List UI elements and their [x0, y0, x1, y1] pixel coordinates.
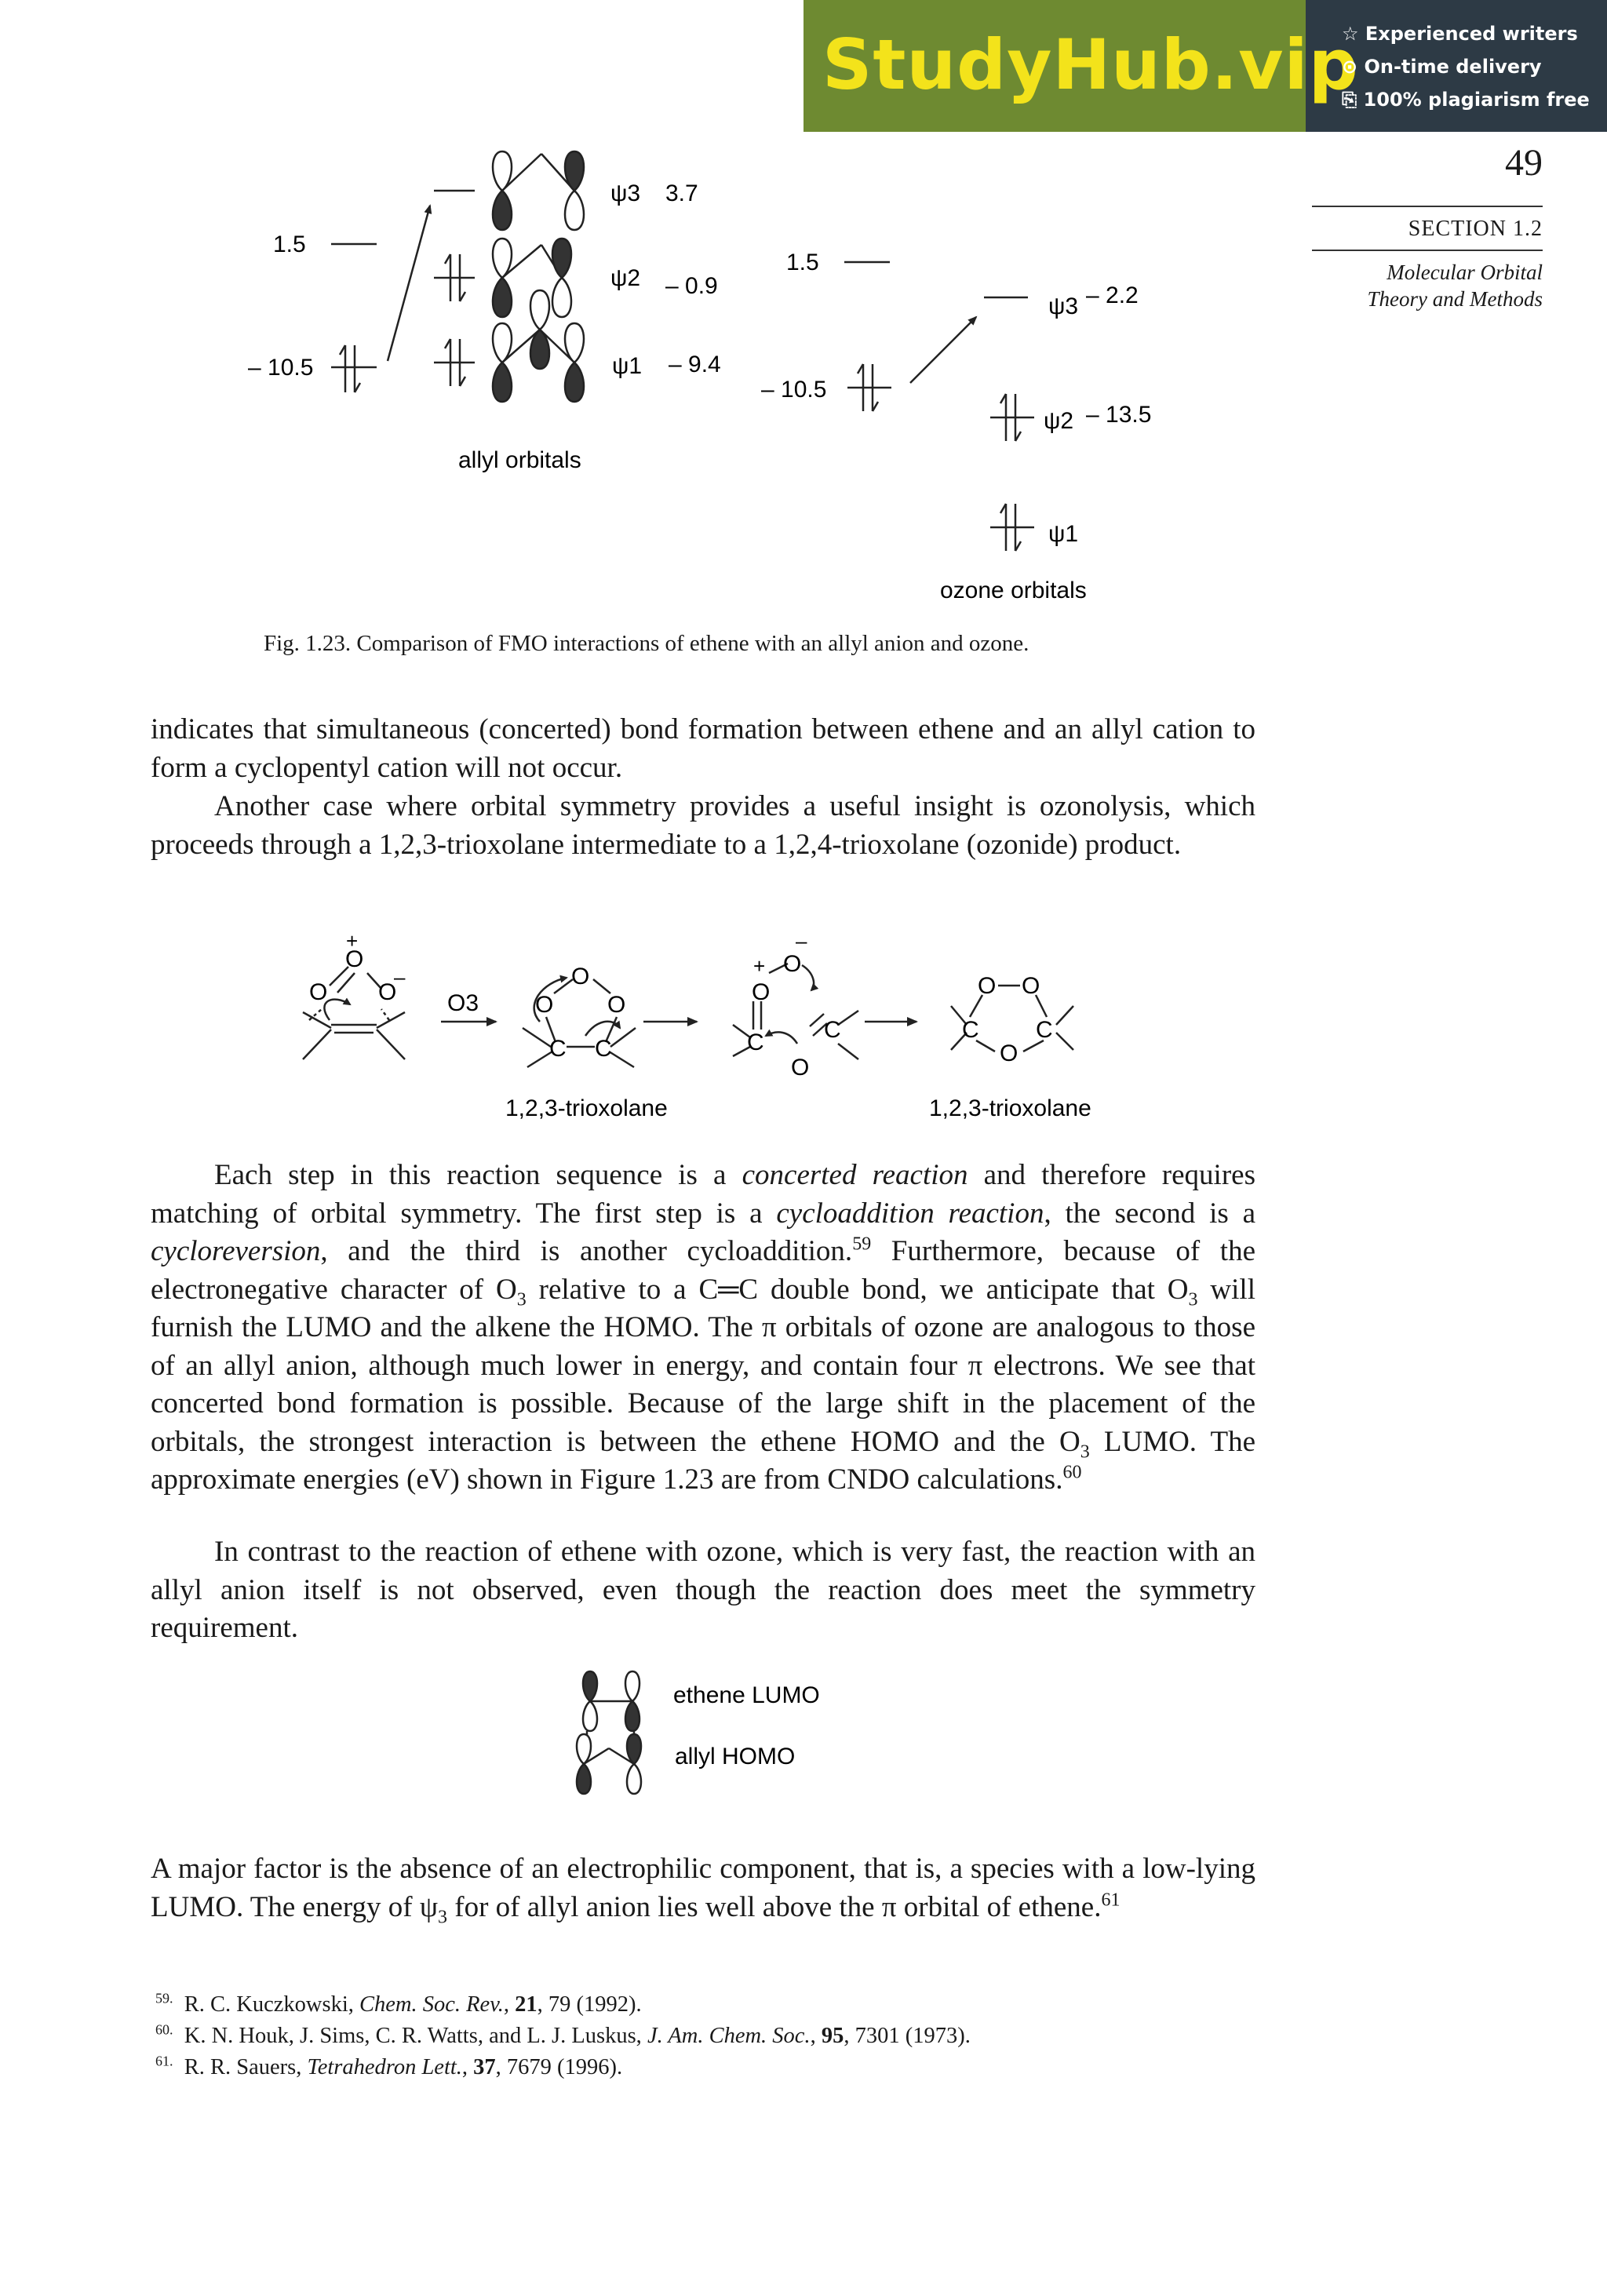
atom-O: O [607, 992, 626, 1018]
header-rule-top [1312, 206, 1543, 207]
term-concerted-reaction: concerted reaction [742, 1159, 968, 1191]
paragraph-1: indicates that simultaneous (concerted) bond formation between ethene and an allyl cation to form a cyclopentyl cation will not occur. [151, 713, 1255, 784]
charge-plus: + [753, 954, 766, 978]
atom-O: O [1022, 973, 1040, 999]
allyl-psi2-energy: – 0.9 [665, 273, 718, 299]
atom-C: C [824, 1017, 841, 1043]
ref-61[interactable]: 61 [1101, 1890, 1121, 1911]
atom-O: O [978, 973, 997, 999]
ethene-lumo-orbital [583, 1671, 640, 1731]
feature-on-time-delivery: ⊙ On-time delivery [1342, 56, 1542, 78]
reagent-ozone: O3 [447, 990, 479, 1016]
feature-plagiarism-free: ⎘ 100% plagiarism free [1342, 89, 1590, 111]
paragraph-4: In contrast to the reaction of ethene with ozone, which is very fast, the reaction with an allyl anion itself is not observed, even though the reaction does meet the symmetry requirement. [151, 1536, 1255, 1644]
footnote-60: $^{60.}$ K. N. Houk, J. Sims, C. R. Watts, and L. J. Luskus, J. Am. Chem. Soc., 95, 7301 (1973). [155, 2021, 971, 2048]
allyl-psi1-label: ψ1 [612, 353, 643, 379]
charge-minus: – [394, 965, 406, 989]
atom-O: O [1000, 1040, 1018, 1066]
allyl-homo-label: allyl HOMO [675, 1744, 796, 1769]
term-cycloreversion: cycloreversion [151, 1235, 321, 1267]
ref-59[interactable]: 59 [852, 1234, 872, 1255]
scheme-label-1: 1,2,3-trioxolane [505, 1095, 668, 1121]
allyl-psi2-label: ψ2 [610, 265, 641, 291]
scheme-label-2: 1,2,3-trioxolane [929, 1095, 1091, 1121]
ozone-psi1-label: ψ1 [1048, 521, 1079, 547]
atom-O: O [345, 946, 364, 972]
footnote-59: $^{59.}$ R. C. Kuczkowski, Chem. Soc. Rev., 21, 79 (1992). [155, 1990, 642, 2017]
ozone-ethene-homo-energy: – 10.5 [761, 377, 827, 403]
atom-O: O [535, 992, 554, 1018]
ozone-psi2-energy: – 13.5 [1086, 402, 1152, 428]
atom-C: C [747, 1030, 764, 1055]
atom-C: C [962, 1017, 979, 1043]
allyl-ethene-lumo-energy: 1.5 [273, 231, 306, 257]
ethene-lumo-label: ethene LUMO [673, 1682, 820, 1708]
term-cycloaddition-reaction: cycloaddition reaction [776, 1197, 1044, 1230]
allyl-orbitals-title: allyl orbitals [458, 447, 581, 473]
charge-plus: + [346, 929, 359, 953]
atom-C: C [595, 1036, 612, 1062]
paragraph-2: Another case where orbital symmetry provides a useful insight is ozonolysis, which proceeds through a 1,2,3-trioxolane intermediate to a 1,2,4-trioxolane (ozonide) product. [151, 790, 1255, 861]
allyl-homo-orbital [577, 1734, 641, 1794]
subtitle-line-2: Theory and Methods [1367, 287, 1543, 311]
footnote-61: $^{61.}$ R. R. Sauers, Tetrahedron Lett., 37, 7679 (1996). [155, 2053, 623, 2079]
ozone-psi3-label: ψ3 [1048, 293, 1079, 319]
atom-O: O [378, 979, 397, 1005]
section-subtitle [1255, 259, 1543, 312]
section-label: SECTION 1.2 [1408, 217, 1543, 241]
figure-caption: Fig. 1.23. Comparison of FMO interactions of ethene with an allyl anion and ozone. [264, 631, 1029, 656]
paragraph-5: A major factor is the absence of an electrophilic component, that is, a species with a low-lying LUMO. The energy of $\psi_3$ for of allyl anion lies well above the π orbital of ethene.$^{61}$ [151, 1853, 1255, 1927]
atom-C: C [1036, 1017, 1053, 1043]
header-rule-bottom [1312, 250, 1543, 251]
allyl-ethene-homo-energy: – 10.5 [248, 355, 314, 381]
allyl-psi3-energy: 3.7 [665, 180, 698, 206]
atom-C: C [549, 1036, 567, 1062]
atom-O: O [571, 964, 590, 989]
ozone-ethene-lumo-energy: 1.5 [786, 250, 819, 275]
subtitle-line-1: Molecular Orbital [1387, 261, 1543, 284]
feature-experienced-writers: ☆ Experienced writers [1342, 23, 1578, 45]
allyl-psi3-label: ψ3 [610, 180, 641, 206]
ozone-orbitals-title: ozone orbitals [940, 578, 1087, 603]
atom-O: O [783, 951, 802, 977]
ozone-psi2-label: ψ2 [1044, 408, 1074, 434]
brand-logo[interactable]: StudyHub.vip [822, 24, 1359, 105]
paragraph-3: Each step in this reaction sequence is a concerted reaction and therefore requires matching of orbital symmetry. The first step is a cycloaddition reaction, the second is a cycloreversion, and the third is another cycloaddition.$^{59}$ Furthermore, because of the electronegative character of $O_3$ relative to a C═C double bond, we anticipate that $O_3$ will furnish the LUMO and the alkene the HOMO. The π orbitals of ozone are analogous to those of an allyl anion, although much lower in energy, and contain four π electrons. We see that concerted bond formation is possible. Because of the large shift in the placement of the orbitals, the strongest interaction is between the ethene HOMO and the $O_3$ LUMO. The approximate energies (eV) shown in Figure 1.23 are from CNDO calculations.$^{60}$ [151, 1159, 1256, 1496]
allyl-psi1-energy: – 9.4 [669, 352, 721, 377]
page-number: 49 [1505, 142, 1543, 184]
atom-O: O [309, 979, 328, 1005]
charge-minus: – [796, 929, 807, 953]
ref-60[interactable]: 60 [1062, 1462, 1082, 1483]
ozone-psi3-energy: – 2.2 [1086, 282, 1139, 308]
atom-O: O [752, 979, 771, 1005]
atom-O: O [791, 1055, 810, 1081]
